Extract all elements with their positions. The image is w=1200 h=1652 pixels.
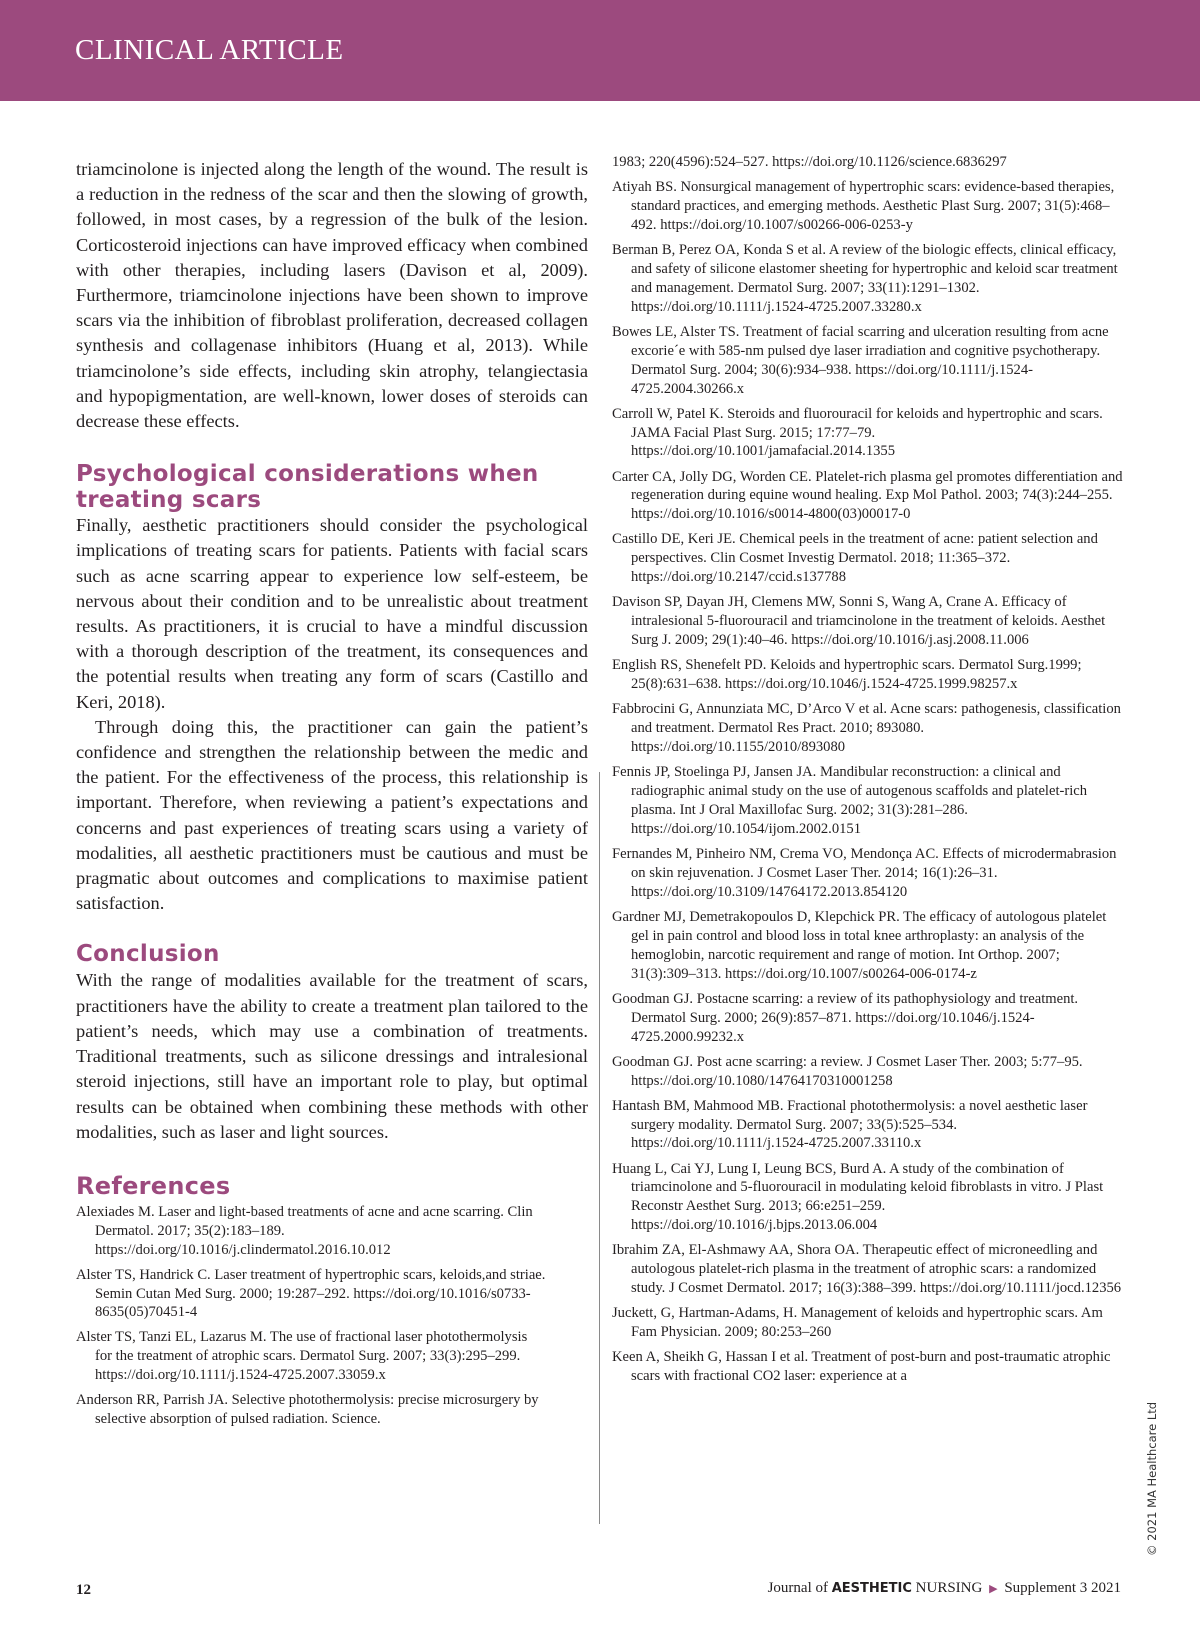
section-label: CLINICAL ARTICLE (75, 34, 344, 66)
column-divider (599, 772, 600, 1524)
reference-item: Fernandes M, Pinheiro NM, Crema VO, Mendonça AC. Effects of microdermabrasion on skin rejuvenation. J Cosmet Laser Ther. 2014; 16(1):26–31. https://doi.org/10.3109/14764172.2013.854120 (612, 845, 1117, 900)
reference-item: Fennis JP, Stoelinga PJ, Jansen JA. Mandibular reconstruction: a clinical and radiographic animal study on the use of autogenous scaffolds and platelet-rich plasma. Int J Oral Maxillofac Surg. 2002; 31(3):281–286. https://doi.org/10.1054/ijom.2002.0151 (612, 764, 1088, 837)
reference-list (76, 1203, 546, 1429)
reference-item: Carroll W, Patel K. Steroids and fluorouracil for keloids and hypertrophic and scars. JAMA Facial Plast Surg. 2015; 17:77–79. https://doi.org/10.1001/jamafacial.2014.1355 (612, 405, 1103, 460)
reference-item: Fabbrocini G, Annunziata MC, D’Arco V et al. Acne scars: pathogenesis, classification and treatment. Dermatol Res Pract. 2010; 893080. https://doi.org/10.1155/2010/893080 (612, 701, 1121, 756)
reference-item: Keen A, Sheikh G, Hassan I et al. Treatment of post-burn and post-traumatic atrophic scars with fractional CO2 laser: experience at a (612, 1349, 1111, 1385)
journal-emphasis: AESTHETIC (831, 1581, 912, 1596)
conclusion-heading: Conclusion (76, 941, 220, 968)
journal-footer (768, 1580, 1121, 1597)
body-paragraph: Through doing this, the practitioner can gain the patient’s confidence and strengthen the relationship between the medic and the patient. For the effectiveness of the process, this relationship is important. Therefore, when reviewing a patient’s expectations and concerns and past experiences of treating scars using a variety of modalities, all aesthetic practitioners must be cautious and must be pragmatic about outcomes and complications to maximise patient satisfaction. (76, 716, 588, 914)
copyright-note: © 2021 MA Healthcare Ltd (1145, 1401, 1159, 1556)
reference-item: Ibrahim ZA, El-Ashmawy AA, Shora OA. Therapeutic effect of microneedling and autologous platelet-rich plasma in the treatment of atrophic scars: a randomized study. J Cosmet Dermatol. 2017; 16(3):388–399. https://doi.org/10.1111/jocd.12356 (612, 1242, 1122, 1297)
reference-item: Atiyah BS. Nonsurgical management of hypertrophic scars: evidence-based therapies, standard practices, and emerging methods. Aesthetic Plast Surg. 2007; 31(5):468–492. https://doi.org/10.1007/s00266-006-0253-y (612, 179, 1115, 233)
reference-item: Alster TS, Tanzi EL, Lazarus M. The use of fractional laser photothermolysis for the treatment of atrophic scars. Dermatol Surg. 2007; 33(3):295–299. https://doi.org/10.1111/j.1524-4725.2007.33059.x (76, 1329, 528, 1384)
reference-item: Gardner MJ, Demetrakopoulos D, Klepchick PR. The efficacy of autologous platelet gel in pain control and blood loss in total knee arthroplasty: an analysis of the hemoglobin, narcotic requirement and range of motion. Int Orthop. 2007; 31(3):309–313. https://doi.org/10.1007/s00264-006-0174-z (612, 908, 1107, 982)
reference-item: Carter CA, Jolly DG, Worden CE. Platelet-rich plasma gel promotes differentiation and regeneration during equine wound healing. Exp Mol Pathol. 2003; 74(3):244–255. https://doi.org/10.1016/s0014-4800(03)00017-0 (612, 468, 1123, 523)
reference-item: 1983; 220(4596):524–527. https://doi.org/10.1126/science.6836297 (612, 154, 1007, 170)
reference-item: Hantash BM, Mahmood MB. Fractional photothermolysis: a novel aesthetic laser surgery modality. Dermatol Surg. 2007; 33(5):525–534. https://doi.org/10.1111/j.1524-4725.2007.33110.x (612, 1097, 1088, 1152)
header-band (0, 0, 1200, 101)
journal-prefix: Journal of (767, 1580, 828, 1596)
reference-item: Goodman GJ. Post acne scarring: a review. J Cosmet Laser Ther. 2003; 5:77–95. https://doi.org/10.1080/14764170310001258 (612, 1053, 1083, 1089)
reference-item: English RS, Shenefelt PD. Keloids and hypertrophic scars. Dermatol Surg.1999; 25(8):631–638. https://doi.org/10.1046/j.1524-4725.1999.98257.x (612, 657, 1082, 693)
references-heading: References (76, 1171, 231, 1200)
reference-item: Goodman GJ. Postacne scarring: a review of its pathophysiology and treatment. Dermatol Surg. 2000; 26(9):857–871. https://doi.org/10.1046/j.1524-4725.2000.99232.x (612, 990, 1079, 1045)
reference-item: Berman B, Perez OA, Konda S et al. A review of the biologic effects, clinical efficacy, and safety of silicone elastomer sheeting for hypertrophic and keloid scar treatment and management. Dermatol Surg. 2007; 33(11):1291–1302. https://doi.org/10.1111/j.1524-4725.2007.33280.x (612, 242, 1118, 315)
reference-item: Davison SP, Dayan JH, Clemens MW, Sonni S, Wang A, Crane A. Efficacy of intralesional 5-fluorouracil and triamcinolone in the treatment of keloids. Aesthet Surg J. 2009; 29(1):40–46. https://doi.org/10.1016/j.asj.2008.11.006 (612, 594, 1106, 649)
left-column (76, 157, 588, 1435)
body-paragraph: Finally, aesthetic practitioners should consider the psychological implications of treating scars for patients. Patients with facial scars such as acne scarring appear to experience low self-esteem, be nervous about their condition and to be unrealistic about treatment results. As practitioners, it is crucial to have a mindful discussion with a thorough description of the treatment, its consequences and the potential results when treating any form of scars (Castillo and Keri, 2018). (76, 515, 588, 712)
body-paragraph: With the range of modalities available for the treatment of scars, practitioners have the ability to create a treatment plan tailored to the patient’s needs, which may use a combination of treatments. Traditional treatments, such as silicone dressings and intralesional steroid injections, still have an important role to play, but optimal results can be obtained when combining these methods with other modalities, such as laser and light sources. (76, 970, 588, 1142)
journal-issue: Supplement 3 2021 (1004, 1580, 1121, 1596)
reference-item: Bowes LE, Alster TS. Treatment of facial scarring and ulceration resulting from acne excorie´e with 585-nm pulsed dye laser irradiation and cognitive psychotherapy. Dermatol Surg. 2004; 30(6):934–938. https://doi.org/10.1111/j.1524-4725.2004.30266.x (612, 323, 1109, 397)
body-paragraph: triamcinolone is injected along the length of the wound. The result is a reduction in the redness of the scar and then the slowing of growth, followed, in most cases, by a regression of the bulk of the lesion. Corticosteroid injections can have improved efficacy when combined with other therapies, including lasers (Davison et al, 2009). Furthermore, triamcinolone injections have been shown to improve scars via the inhibition of fibroblast proliferation, decreased collagen synthesis and collagenase inhibitors (Huang et al, 2013). While triamcinolone’s side effects, including skin atrophy, telangiectasia and hypopigmentation, are well-known, lower doses of steroids can decrease these effects. (76, 159, 588, 432)
reference-list (612, 153, 1124, 1386)
journal-suffix: NURSING (915, 1580, 983, 1596)
reference-item: Anderson RR, Parrish JA. Selective photothermolysis: precise microsurgery by selective absorption of pulsed radiation. Science. (76, 1392, 539, 1427)
reference-item: Alster TS, Handrick C. Laser treatment of hypertrophic scars, keloids,and striae. Semin Cutan Med Surg. 2000; 19:287–292. https://doi.org/10.1016/s0733-8635(05)70451-4 (76, 1266, 546, 1321)
right-column (612, 153, 1124, 1392)
psychological-heading: Psychological considerations when treating scars (76, 461, 539, 514)
reference-item: Juckett, G, Hartman-Adams, H. Management of keloids and hypertrophic scars. Am Fam Physician. 2009; 80:253–260 (612, 1305, 1103, 1341)
reference-item: Castillo DE, Keri JE. Chemical peels in the treatment of acne: patient selection and perspectives. Clin Cosmet Investig Dermatol. 2018; 11:365–372. https://doi.org/10.2147/ccid.s137788 (612, 531, 1098, 586)
reference-item: Alexiades M. Laser and light-based treatments of acne and acne scarring. Clin Dermatol. 2017; 35(2):183–189. https://doi.org/10.1016/j.clindermatol.2016.10.012 (76, 1203, 533, 1258)
arrow-right-icon: ▶ (989, 1583, 998, 1595)
reference-item: Huang L, Cai YJ, Lung I, Leung BCS, Burd A. A study of the combination of triamcinolone and 5-fluorouracil in modulating keloid fibroblasts in vitro. J Plast Reconstr Aesthet Surg. 2013; 66:e251–259. https://doi.org/10.1016/j.bjps.2013.06.004 (612, 1160, 1104, 1234)
page-number: 12 (76, 1582, 91, 1598)
